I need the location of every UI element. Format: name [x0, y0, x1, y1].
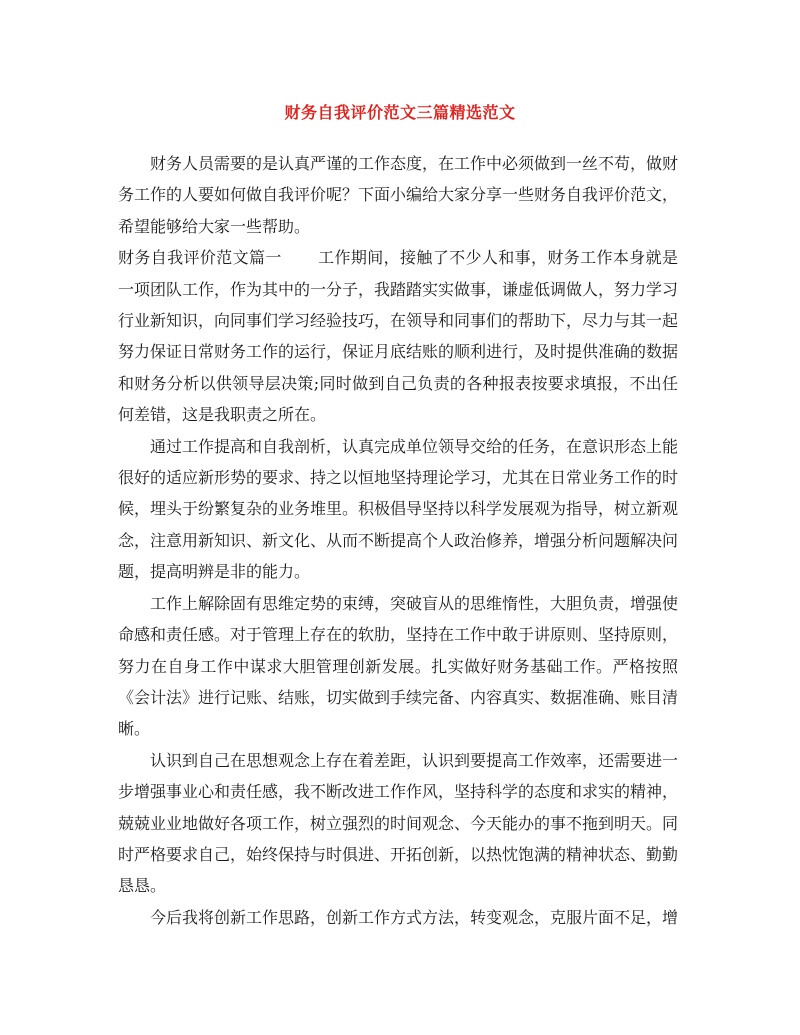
section-first-text: 工作期间，接触了不少人和事，财务工作本身就是一项团队工作，作为其中的一分子，我踏踏实实做事，谦虚低调做人，努力学习行业新知识，向同事们学习经验技巧，在领导和同事们的帮助下，尽力与其一起努力保证日常财务工作的运行，保证月底结账的顺利进行，及时提供准确的数据和财务分析以供领导层决策;同时做到自己负责的各种报表按要求填报，不出任何差错，这是我职责之所在。 [118, 248, 679, 425]
document-body [118, 148, 678, 933]
section-one-paragraph [118, 242, 678, 430]
body-paragraph-1: 通过工作提高和自我剖析，认真完成单位领导交给的任务，在意识形态上能很好的适应新形势的要求、持之以恒地坚持理论学习，尤其在日常业务工作的时候，埋头于纷繁复杂的业务堆里。积极倡导坚持以科学发展观为指导，树立新观念，注意用新知识、新文化、从而不断提高个人政治修养，增强分析问题解决问题，提高明辨是非的能力。 [118, 436, 679, 582]
page-title: 财务自我评价范文三篇精选范文 [284, 103, 516, 122]
section-heading: 财务自我评价范文篇一 [118, 248, 282, 268]
body-paragraph-4: 今后我将创新工作思路，创新工作方式方法，转变观念，克服片面不足，增 [150, 907, 679, 927]
intro-paragraph: 财务人员需要的是认真严谨的工作态度，在工作中必须做到一丝不苟，做财务工作的人要如何做自我评价呢？下面小编给大家分享一些财务自我评价范文，希望能够给大家一些帮助。 [118, 154, 679, 236]
body-paragraph-3: 认识到自己在思想观念上存在着差距，认识到要提高工作效率，还需要进一步增强事业心和责任感，我不断改进工作作风，坚持科学的态度和求实的精神，兢兢业业地做好各项工作，树立强烈的时间观念、今天能办的事不拖到明天。同时严格要求自己，始终保持与时俱进、开拓创新，以热忱饱满的精神状态、勤勤恳恳。 [118, 750, 679, 896]
body-paragraph-2: 工作上解除固有思维定势的束缚，突破盲从的思维惰性，大胆负责，增强使命感和责任感。对于管理上存在的软肋，坚持在工作中敢于讲原则、坚持原则，努力在自身工作中谋求大胆管理创新发展。扎实做好财务基础工作。严格按照《会计法》进行记账、结账，切实做到手续完备、内容真实、数据准确、账目清晰。 [118, 593, 679, 739]
